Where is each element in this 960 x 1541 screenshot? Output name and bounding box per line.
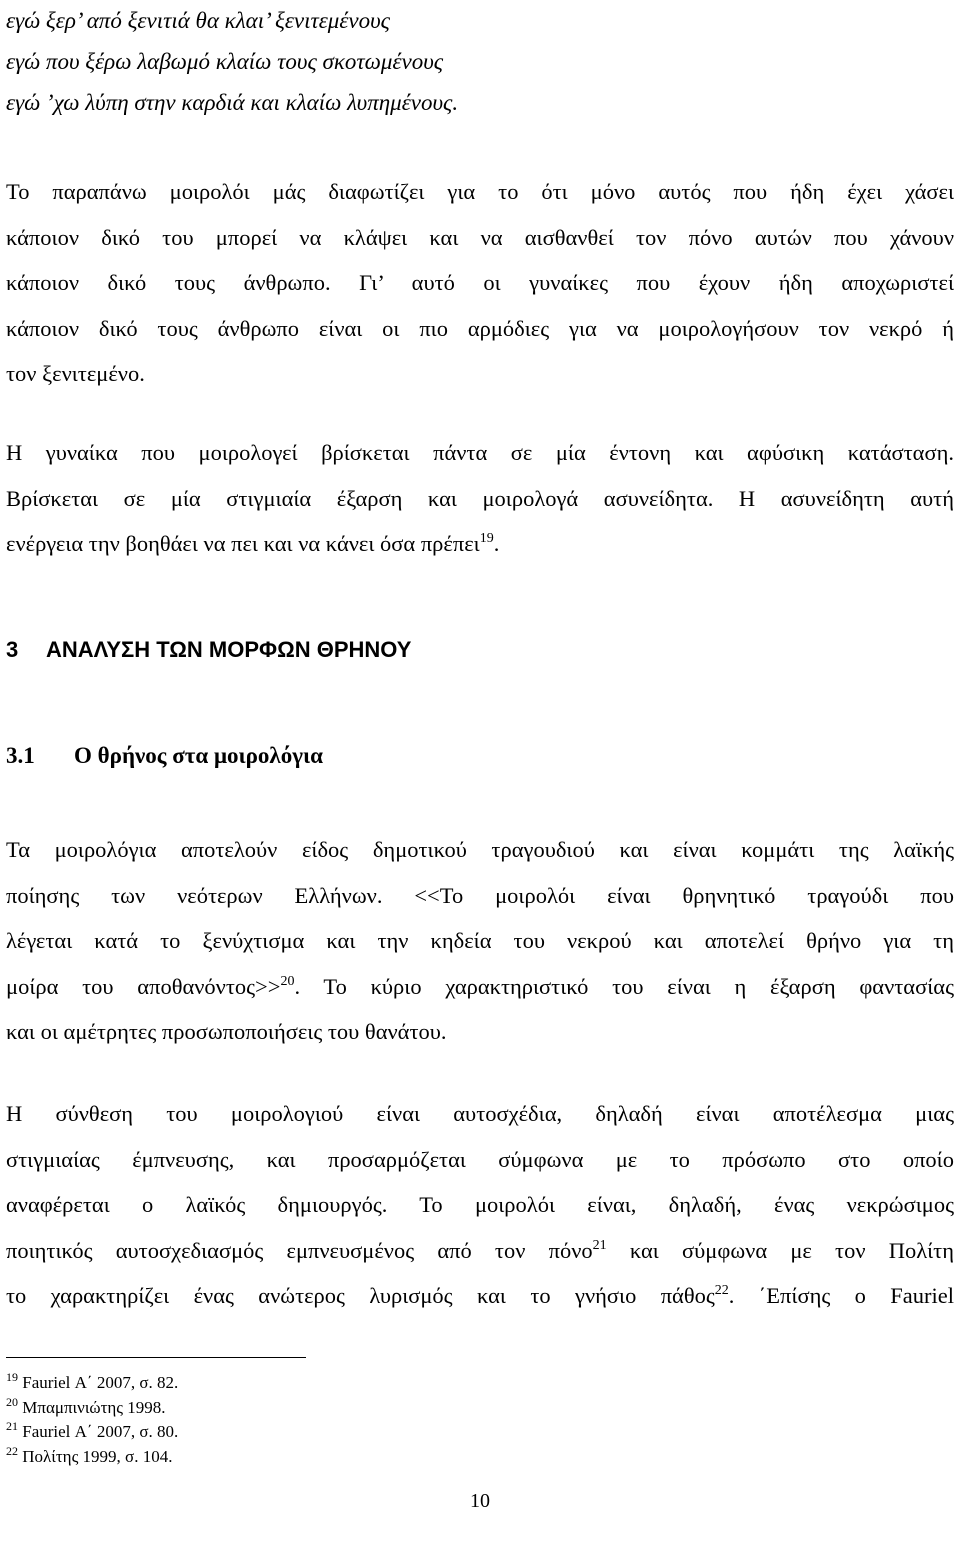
paragraph-line [6, 1228, 954, 1274]
paragraph-line [6, 1273, 954, 1319]
paragraph-line: Η σύνθεση του μοιρολογιού είναι αυτοσχέδια, δηλαδή είναι αποτέλεσμα μιας [6, 1101, 954, 1126]
paragraph-1 [6, 169, 954, 397]
footnote-number: 19 [6, 1370, 18, 1384]
footnote [6, 1371, 178, 1396]
footnote-number: 22 [6, 1443, 18, 1458]
footnote-ref[interactable]: 19 [479, 531, 494, 546]
paragraph-line: στιγμιαίας έμπνευσης, και προσαρμόζεται σύμφωνα με το πρόσωπο στο οποίο [6, 1146, 954, 1172]
poem-excerpt [6, 0, 946, 123]
footnote [6, 1445, 178, 1470]
paragraph-line: Το παραπάνω μοιρολόι μάς διαφωτίζει για το ότι μόνο αυτός που ήδη έχει χάσει [6, 179, 954, 204]
paragraph-line: Η γυναίκα που μοιρολογεί βρίσκεται πάντα σε μία έντονη και αφύσικη κατάσταση. [6, 440, 954, 465]
footnote-text: Fauriel Α΄ 2007, σ. 82. [22, 1373, 179, 1392]
footnote-text: Πολίτης 1999, σ. 104. [22, 1446, 173, 1466]
subsection-heading [6, 736, 323, 776]
paragraph-text: το χαρακτηρίζει ένας ανώτερος λυρισμός και το γνήσιο πάθος [6, 1283, 715, 1308]
page-number: 10 [470, 1490, 490, 1512]
paragraph-text: και σύμφωνα με τον Πολίτη [606, 1237, 954, 1263]
footnote-number: 20 [6, 1394, 18, 1409]
paragraph-text: . Το κύριο χαρακτηριστικό του είναι η έξαρση φαντασίας [294, 973, 954, 999]
paragraph-text: . ΄Επίσης ο Fauriel [728, 1283, 954, 1308]
paragraph-text: μοίρα του αποθανόντος>> [6, 973, 281, 999]
footnote-ref[interactable]: 20 [280, 973, 295, 989]
footnote-number: 21 [6, 1419, 18, 1433]
section-heading [6, 630, 411, 670]
poem-line: εγώ ’χω λύπη στην καρδιά και κλαίω λυπημένους. [6, 90, 459, 115]
footnote-separator [6, 1357, 306, 1358]
paragraph-line: και οι αμέτρητες προσωποποιήσεις του θανάτου. [6, 1019, 447, 1044]
paragraph-line: αναφέρεται ο λαϊκός δημιουργός. Το μοιρολόι είναι, δηλαδή, ένας νεκρώσιμος [6, 1192, 954, 1217]
footnote [6, 1420, 178, 1445]
subsection-title: Ο θρήνος στα μοιρολόγια [74, 743, 323, 768]
paragraph-3 [6, 827, 954, 1055]
paragraph-line: Βρίσκεται σε μία στιγμιαία έξαρση και μοιρολογά ασυνείδητα. Η ασυνείδητη αυτή [6, 485, 954, 511]
paragraph-text: ενέργεια την βοηθάει να πει και να κάνει όσα πρέπει [6, 531, 480, 556]
poem-line: εγώ ξερ’ από ξενιτιά θα κλαι’ ξενιτεμένους [6, 8, 390, 33]
paragraph-text: . [493, 531, 500, 556]
paragraph-line: κάποιον δικό τους άνθρωπο. Γι’ αυτό οι γυναίκες που έχουν ήδη αποχωριστεί [6, 270, 954, 295]
subsection-number: 3.1 [6, 743, 35, 768]
paragraph-line [6, 521, 954, 567]
paragraph-line: Τα μοιρολόγια αποτελούν είδος δημοτικού τραγουδιού και είναι κομμάτι της λαϊκής [6, 837, 954, 862]
section-title: ΑΝΑΛΥΣΗ ΤΩΝ ΜΟΡΦΩΝ ΘΡΗΝΟΥ [46, 637, 412, 662]
paragraph-line: τον ξενιτεμένο. [6, 361, 145, 386]
paragraph-line: λέγεται κατά το ξενύχτισμα και την κηδεία του νεκρού και αποτελεί θρήνο για τη [6, 928, 954, 953]
paragraph-text: ποιητικός αυτοσχεδιασμός εμπνευσμένος από τον πόνο [6, 1237, 593, 1263]
footnotes [6, 1371, 178, 1469]
paragraph-4 [6, 1091, 954, 1319]
poem-line: εγώ που ξέρω λαβωμό κλαίω τους σκοτωμένους [6, 49, 444, 74]
footnote [6, 1396, 178, 1421]
paragraph-line: κάποιον δικό τους άνθρωπο είναι οι πιο αρμόδιες για να μοιρολογήσουν τον νεκρό ή [6, 315, 954, 341]
paragraph-2 [6, 430, 954, 567]
footnote-text: Μπαμπινιώτης 1998. [22, 1397, 166, 1417]
paragraph-line [6, 964, 954, 1010]
paragraph-line: κάποιον δικό του μπορεί να κλάψει και να αισθανθεί τον πόνο αυτών που χάνουν [6, 224, 954, 250]
section-number: 3 [6, 637, 19, 662]
footnote-ref[interactable]: 21 [592, 1237, 607, 1253]
footnote-text: Fauriel Α΄ 2007, σ. 80. [22, 1422, 179, 1441]
paragraph-line: ποίησης των νεότερων Ελλήνων. <<Το μοιρολόι είναι θρηνητικό τραγούδι που [6, 882, 954, 908]
footnote-ref[interactable]: 22 [714, 1283, 729, 1298]
